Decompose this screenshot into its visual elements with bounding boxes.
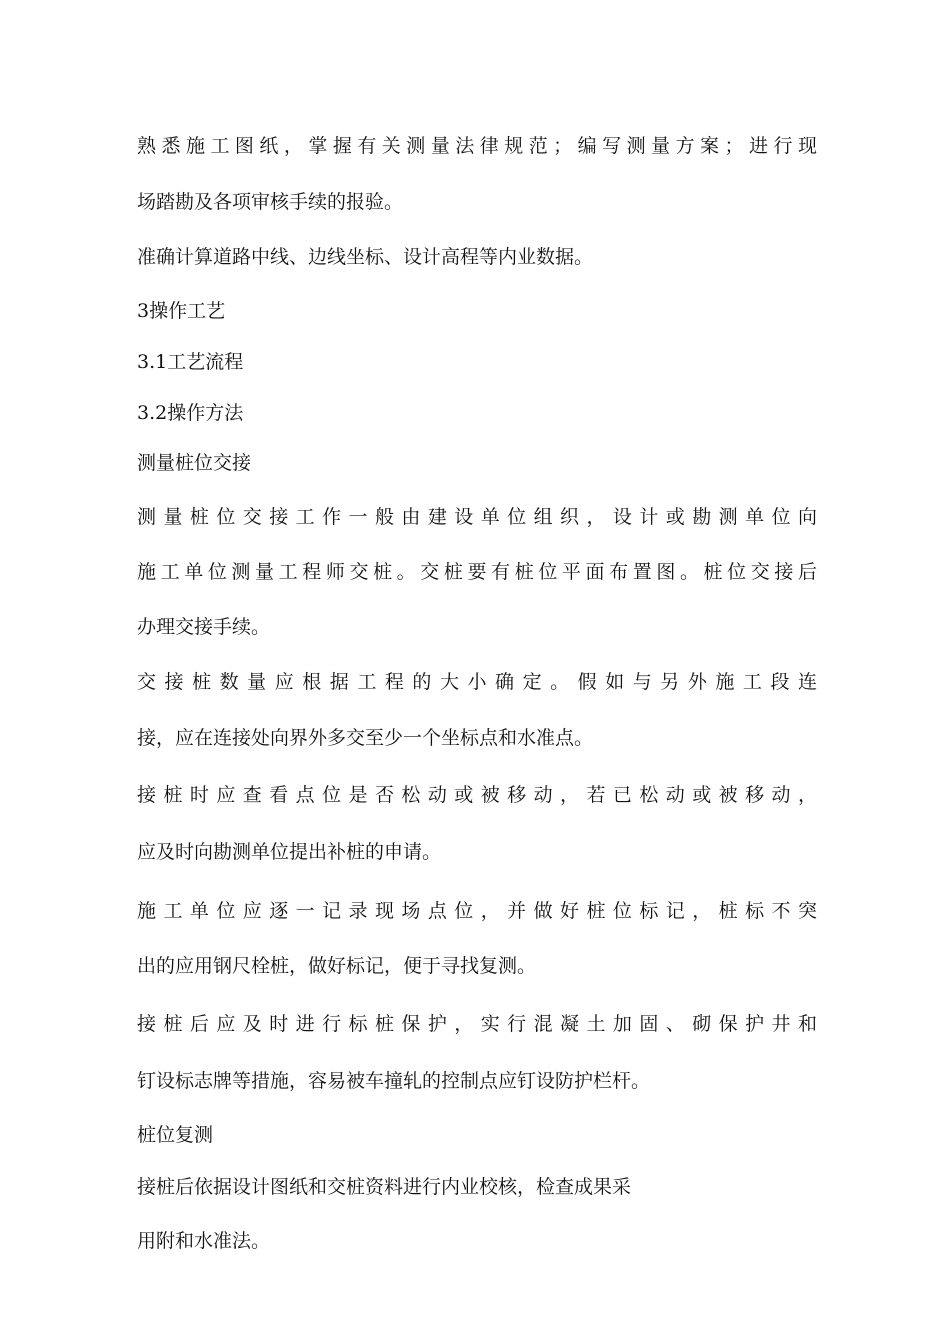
paragraph-line: 施工单位测量工程师交桩。交桩要有桩位平面布置图。桩位交接后 [137, 561, 817, 583]
paragraph-line: 用附和水准法。 [137, 1230, 271, 1252]
paragraph-line: 接桩后依据设计图纸和交桩资料进行内业校核，检查成果采 [137, 1176, 632, 1198]
paragraph-line: 接，应在连接处向界外多交至少一个坐标点和水准点。 [137, 727, 594, 749]
paragraph-line: 交接桩数量应根据工程的大小确定。假如与另外施工段连 [137, 671, 817, 693]
subsection-heading: 3.1工艺流程 [137, 351, 244, 373]
paragraph-line: 接桩时应查看点位是否松动或被移动，若已松动或被移动， [137, 784, 817, 806]
paragraph-line: 应及时向勘测单位提出补桩的申请。 [137, 841, 442, 863]
topic-heading: 桩位复测 [137, 1124, 214, 1146]
topic-heading: 测量桩位交接 [137, 452, 252, 474]
paragraph-line: 施工单位应逐一记录现场点位，并做好桩位标记，桩标不突 [137, 900, 817, 922]
paragraph-line: 出的应用钢尺栓桩，做好标记，便于寻找复测。 [137, 955, 537, 977]
paragraph-line: 办理交接手续。 [137, 616, 271, 638]
paragraph-line: 测量桩位交接工作一般由建设单位组织，设计或勘测单位向 [137, 506, 817, 528]
paragraph-line: 钉设标志牌等措施，容易被车撞轧的控制点应钉设防护栏杆。 [137, 1070, 651, 1092]
subsection-heading: 3.2操作方法 [137, 402, 244, 424]
paragraph-line: 准确计算道路中线、边线坐标、设计高程等内业数据。 [137, 246, 594, 268]
paragraph-line: 接桩后应及时进行标桩保护，实行混凝土加固、砌保护井和 [137, 1013, 817, 1035]
paragraph-line: 场踏勘及各项审核手续的报验。 [137, 191, 404, 213]
paragraph-line: 熟悉施工图纸，掌握有关测量法律规范；编写测量方案；进行现 [137, 135, 817, 157]
section-heading: 3操作工艺 [137, 300, 226, 322]
